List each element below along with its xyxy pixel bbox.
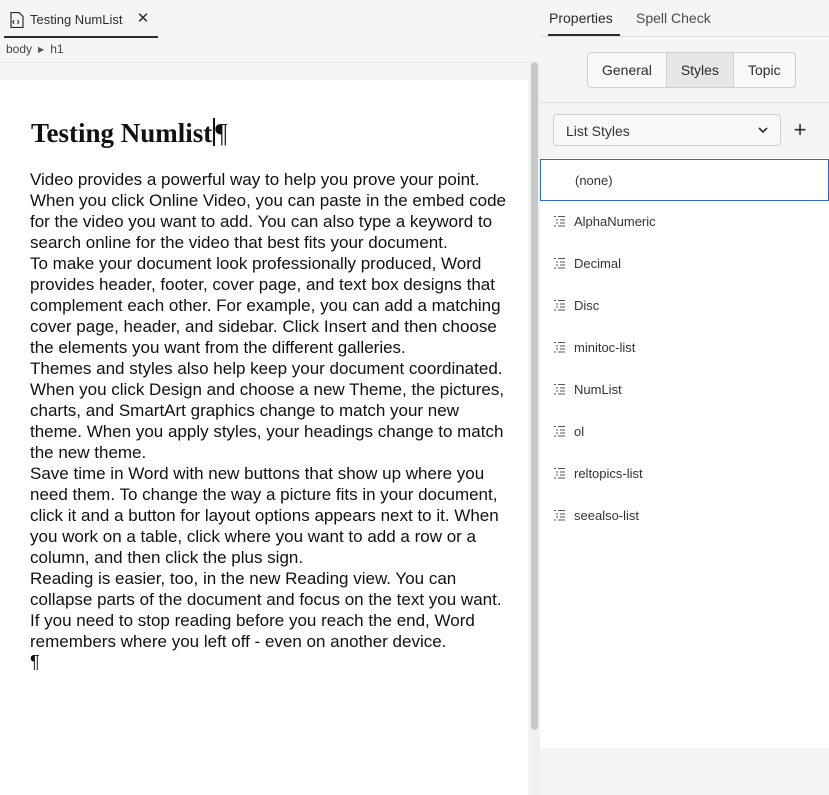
list-styles-dropdown[interactable] [553, 114, 781, 146]
style-item-minitoc-list[interactable] [540, 327, 829, 369]
end-pilcrow-mark: ¶ [30, 652, 40, 672]
paragraph: Themes and styles also help keep your document coordinated. When you click Design and choose a new Theme, the pictures, charts, and SmartArt graphics change to match your new theme. When you apply styles, your headings change to match the new theme. [30, 359, 505, 462]
style-item-ol[interactable] [540, 411, 829, 453]
style-item-label: ol [574, 424, 585, 439]
file-code-icon [10, 12, 24, 28]
list-icon [554, 215, 566, 227]
style-item-label: reltopics-list [574, 466, 643, 481]
properties-pane [540, 0, 829, 795]
list-icon [554, 341, 566, 353]
list-icon [554, 425, 566, 437]
list-icon [554, 299, 566, 311]
list-icon [554, 509, 566, 521]
paragraph: Video provides a powerful way to help you prove your point. When you click Online Video, you can paste in the embed code for the video you want to add. You can also type a keyword to search online for the video that best fits your document. [30, 170, 506, 252]
dropdown-label: List Styles [566, 123, 630, 139]
chevron-down-icon [758, 125, 768, 135]
document-tab-label: Testing NumList [30, 12, 123, 27]
section-styles-button[interactable]: Styles [667, 53, 734, 87]
section-topic-button[interactable]: Topic [747, 62, 781, 78]
close-icon[interactable]: ✕ [136, 10, 150, 27]
style-item-label: Disc [574, 298, 600, 313]
breadcrumb-separator-icon: ▶ [38, 44, 45, 54]
list-icon [554, 383, 566, 395]
section-general-button[interactable]: General [588, 53, 667, 87]
style-item-label: (none) [575, 173, 613, 188]
style-item-label: Decimal [574, 256, 621, 271]
style-list [540, 158, 829, 748]
style-item-none[interactable] [540, 159, 829, 201]
list-icon [554, 257, 566, 269]
panel-tabs-divider [540, 36, 829, 37]
style-item-reltopics-list[interactable] [540, 453, 829, 495]
paragraph: Save time in Word with new buttons that show up where you need them. To change the way a picture fits in your document, click it and a button for layout options appears next to it. When you work on a table, click where you want to add a row or a column, and then click the plus sign. [30, 464, 499, 567]
editor-scrollbar-thumb[interactable] [531, 62, 538, 730]
breadcrumb-item-h1[interactable]: h1 [50, 42, 64, 56]
style-item-numlist[interactable] [540, 369, 829, 411]
style-item-seealso-list[interactable] [540, 495, 829, 537]
pilcrow-mark: ¶ [215, 118, 228, 148]
section-switcher [587, 52, 796, 88]
style-item-decimal[interactable] [540, 243, 829, 285]
style-item-label: minitoc-list [574, 340, 636, 355]
panel-footer-area [540, 748, 829, 795]
paragraph: Reading is easier, too, in the new Reading view. You can collapse parts of the document and focus on the text you want. If you need to stop reading before you reach the end, Word remembers where you left off - even on another device. [30, 569, 502, 651]
tab-properties[interactable]: Properties [549, 10, 613, 26]
style-item-label: AlphaNumeric [574, 214, 656, 229]
heading-text: Testing Numlist [31, 118, 213, 148]
list-icon [554, 467, 566, 479]
add-style-button[interactable]: + [793, 117, 807, 142]
style-item-label: seealso-list [574, 508, 640, 523]
document-heading[interactable] [31, 118, 228, 149]
document-body[interactable] [30, 169, 508, 673]
breadcrumb [6, 42, 64, 56]
style-item-disc[interactable] [540, 285, 829, 327]
panel-tabs [540, 0, 829, 37]
editor-tabbar [0, 0, 540, 40]
document-tab[interactable] [4, 4, 158, 38]
breadcrumb-divider [0, 62, 540, 63]
breadcrumb-item-body[interactable]: body [6, 42, 33, 56]
style-item-label: NumList [574, 382, 622, 397]
paragraph: To make your document look professionally produced, Word provides header, footer, cover page, and text box designs that complement each other. For example, you can add a matching cover page, header, and sidebar. Click Insert and then choose the elements you want from the different galleries. [30, 254, 501, 357]
section-divider [540, 102, 829, 103]
style-item-alphanumeric[interactable] [540, 201, 829, 243]
tab-spell-check[interactable]: Spell Check [636, 10, 711, 26]
